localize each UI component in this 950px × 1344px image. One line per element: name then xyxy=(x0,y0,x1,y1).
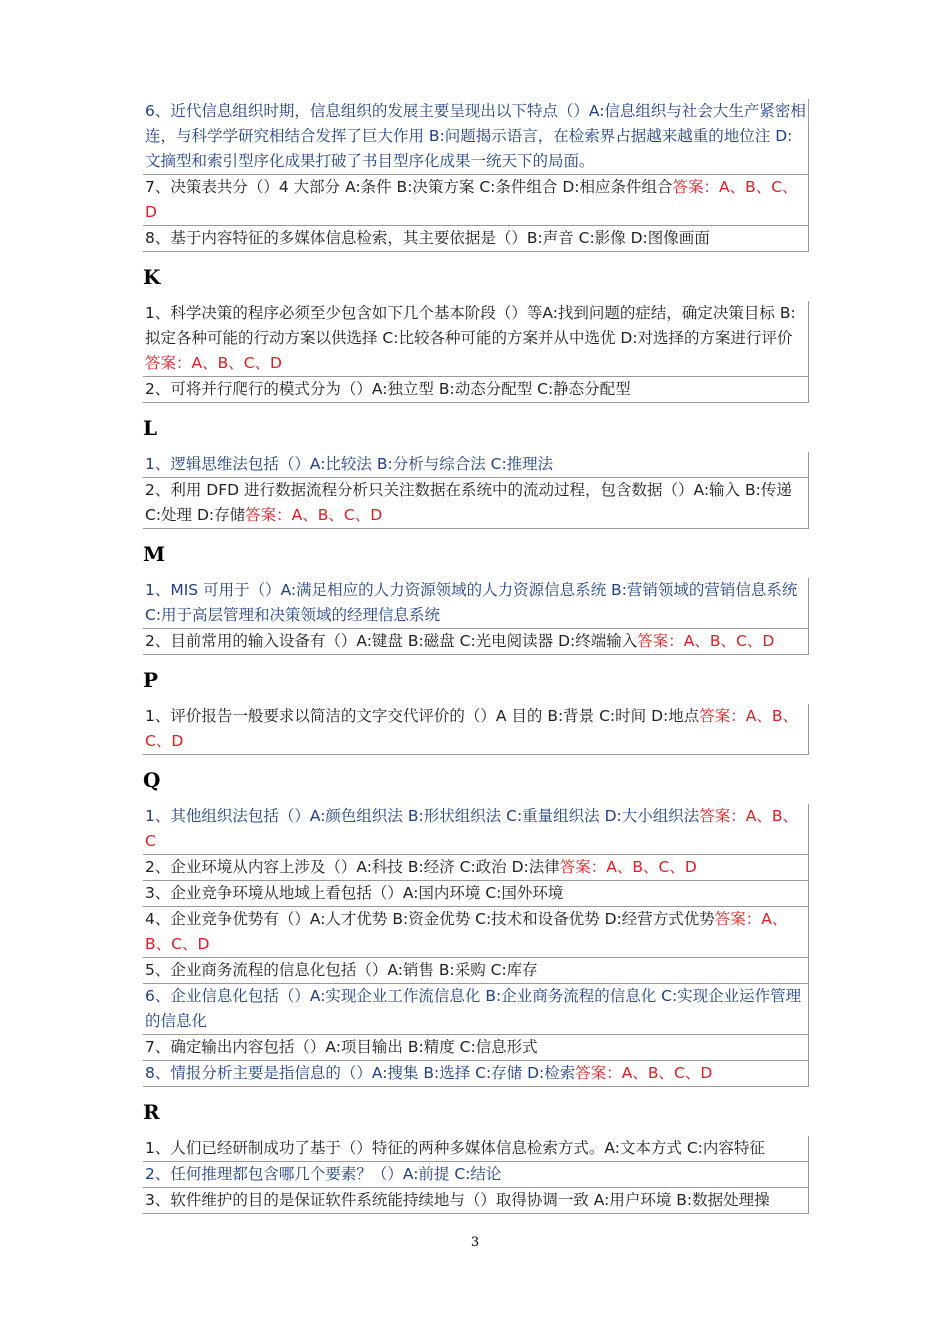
answer-text: 答案：A、B、C、D xyxy=(637,632,775,650)
question-item xyxy=(143,804,809,855)
question-item xyxy=(143,881,809,907)
answer-text: 答案：A、B、C、D xyxy=(145,910,788,953)
question-text: 1、逻辑思维法包括（）A:比较法 B:分析与综合法 C:推理法 xyxy=(145,455,554,473)
question-text: 1、科学决策的程序必须至少包含如下几个基本阶段（）等A:找到问题的症结，确定决策目标 B:拟定各种可能的行动方案以供选择 C:比较各种可能的方案并从中选优 D:对选择的方案进行评价 xyxy=(145,304,796,347)
question-item xyxy=(143,99,809,175)
section-letter-r: R xyxy=(143,1100,160,1124)
question-item xyxy=(143,629,809,655)
page-number: 3 xyxy=(470,1235,480,1250)
question-text: 2、任何推理都包含哪几个要素？（）A:前提 C:结论 xyxy=(145,1165,502,1183)
question-text: 8、情报分析主要是指信息的（）A:搜集 B:选择 C:存储 D:检索 xyxy=(145,1064,576,1082)
question-item xyxy=(143,175,809,226)
answer-text: 答案：A、B、C、D xyxy=(145,707,798,750)
question-item xyxy=(143,958,809,984)
question-text: 1、其他组织法包括（）A:颜色组织法 B:形状组织法 C:重量组织法 D:大小组织法 xyxy=(145,807,700,825)
question-text: 2、企业环境从内容上涉及（）A:科技 B:经济 C:政治 D:法律 xyxy=(145,858,560,876)
question-text: 6、近代信息组织时期，信息组织的发展主要呈现出以下特点（）A:信息组织与社会大生产紧密相连，与科学学研究相结合发挥了巨大作用 B:问题揭示语言，在检索界占据越来越重的地位注 D:文摘型和索引型序化成果打破了书目型序化成果一统天下的局面。 xyxy=(145,102,806,170)
question-text: 1、人们已经研制成功了基于（）特征的两种多媒体信息检索方式。A:文本方式 C:内容特征 xyxy=(145,1139,765,1157)
question-text: 6、企业信息化包括（）A:实现企业工作流信息化 B:企业商务流程的信息化 C:实现企业运作管理的信息化 xyxy=(145,987,802,1030)
question-item xyxy=(143,855,809,881)
question-item xyxy=(143,226,809,252)
question-item xyxy=(143,907,809,958)
question-item xyxy=(143,1136,809,1162)
question-text: 2、目前常用的输入设备有（）A:键盘 B:磁盘 C:光电阅读器 D:终端输入 xyxy=(145,632,638,650)
question-item xyxy=(143,1035,809,1061)
question-text: 3、企业竞争环境从地域上看包括（）A:国内环境 C:国外环境 xyxy=(145,884,564,902)
question-item xyxy=(143,1061,809,1087)
question-text: 2、可将并行爬行的模式分为（）A:独立型 B:动态分配型 C:静态分配型 xyxy=(145,380,631,398)
answer-text: 答案：A、B、C、D xyxy=(145,354,282,372)
question-item xyxy=(143,452,809,478)
question-text: 8、基于内容特征的多媒体信息检索，其主要依据是（）B:声音 C:影像 D:图像画面 xyxy=(145,229,710,247)
section-letter-p: P xyxy=(143,668,159,692)
answer-text: 答案：A、B、C、D xyxy=(145,178,798,221)
question-item xyxy=(143,1162,809,1188)
section-letter-k: K xyxy=(143,265,161,289)
section-letter-q: Q xyxy=(143,768,161,792)
section-letter-m: M xyxy=(143,542,166,566)
question-text: 7、决策表共分（）4 大部分 A:条件 B:决策方案 C:条件组合 D:相应条件组合 xyxy=(145,178,673,196)
question-item xyxy=(143,301,809,377)
question-item xyxy=(143,478,809,529)
question-text: 2、利用 DFD 进行数据流程分析只关注数据在系统中的流动过程，包含数据（）A:输入 B:传递 C:处理 D:存储 xyxy=(145,481,792,524)
question-text: 4、企业竞争优势有（）A:人才优势 B:资金优势 C:技术和设备优势 D:经营方式优势 xyxy=(145,910,715,928)
answer-text: 答案：A、B、C、D xyxy=(245,506,383,524)
question-item xyxy=(143,1188,809,1214)
question-text: 3、软件维护的目的是保证软件系统能持续地与（）取得协调一致 A:用户环境 B:数据处理操 xyxy=(145,1191,770,1209)
section-letter-l: L xyxy=(143,416,158,440)
question-item xyxy=(143,377,809,403)
question-text: 7、确定输出内容包括（）A:项目输出 B:精度 C:信息形式 xyxy=(145,1038,538,1056)
question-item xyxy=(143,578,809,629)
question-item xyxy=(143,984,809,1035)
question-text: 5、企业商务流程的信息化包括（）A:销售 B:采购 C:库存 xyxy=(145,961,538,979)
answer-text: 答案：A、B、C xyxy=(145,807,799,850)
answer-text: 答案：A、B、C、D xyxy=(575,1064,713,1082)
question-text: 1、MIS 可用于（）A:满足相应的人力资源领域的人力资源信息系统 B:营销领域的营销信息系统 C:用于高层管理和决策领域的经理信息系统 xyxy=(145,581,798,624)
answer-text: 答案：A、B、C、D xyxy=(559,858,697,876)
question-item xyxy=(143,704,809,755)
question-list xyxy=(143,99,809,1214)
question-text: 1、评价报告一般要求以简洁的文字交代评价的（）A 目的 B:背景 C:时间 D:地点 xyxy=(145,707,700,725)
